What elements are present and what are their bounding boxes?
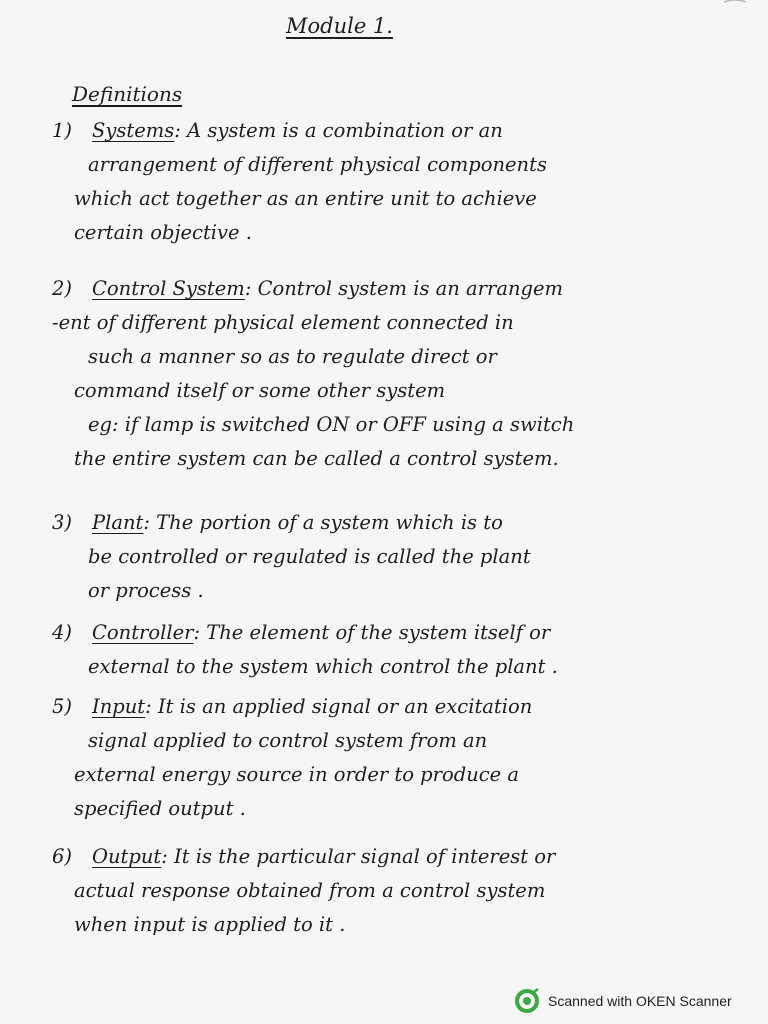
definition-line: external to the system which control the plant . xyxy=(88,655,558,678)
definition-line: specified output . xyxy=(74,797,246,820)
definition-text: : The portion of a system which is to xyxy=(143,511,503,534)
definition-text: : It is an applied signal or an excitation xyxy=(145,695,533,718)
definition-line: certain objective . xyxy=(74,221,252,244)
definition-line xyxy=(52,272,742,306)
definition-term: Output xyxy=(92,845,162,868)
definition-number: 3) xyxy=(52,511,73,534)
definition-number: 1) xyxy=(52,119,73,142)
definition-number: 2) xyxy=(52,277,73,300)
definition-line: or process . xyxy=(88,579,204,602)
page-title: Module 1. xyxy=(286,14,393,38)
definition-line xyxy=(52,840,742,874)
definition-line: such a manner so as to regulate direct or xyxy=(88,345,497,368)
scanner-watermark-text: Scanned with OKEN Scanner xyxy=(548,993,732,1009)
definition-line: be controlled or regulated is called the plant xyxy=(88,545,531,568)
definition-line: arrangement of different physical components xyxy=(88,153,547,176)
definition-line: which act together as an entire unit to achieve xyxy=(74,187,537,210)
definition-input xyxy=(52,690,742,826)
definition-text: : The element of the system itself or xyxy=(193,621,551,644)
definition-line xyxy=(52,616,742,650)
definition-line: when input is applied to it . xyxy=(74,913,346,936)
definition-line: -ent of different physical element connected in xyxy=(52,311,514,334)
definition-number: 5) xyxy=(52,695,73,718)
definition-term: Input xyxy=(92,695,146,718)
definition-output xyxy=(52,840,742,942)
definition-term: Plant xyxy=(92,511,144,534)
definition-term: Control System xyxy=(92,277,245,300)
section-heading: Definitions xyxy=(72,82,183,106)
definition-line xyxy=(52,506,742,540)
definition-text: : It is the particular signal of interest or xyxy=(161,845,556,868)
definition-line: command itself or some other system xyxy=(74,379,446,402)
page-corner-mark xyxy=(722,0,748,6)
scanner-watermark xyxy=(514,988,732,1014)
definition-term: Controller xyxy=(92,621,194,644)
definition-term: Systems xyxy=(92,119,175,142)
oken-scanner-logo-icon xyxy=(514,988,540,1014)
definition-controller xyxy=(52,616,742,684)
definition-plant xyxy=(52,506,742,608)
definition-number: 4) xyxy=(52,621,73,644)
definition-line: actual response obtained from a control system xyxy=(74,879,546,902)
definition-line xyxy=(52,114,742,148)
definition-systems xyxy=(52,114,742,250)
definition-text: : Control system is an arrangem xyxy=(244,277,564,300)
definition-line: the entire system can be called a control system. xyxy=(74,447,559,470)
definition-number: 6) xyxy=(52,845,73,868)
definition-line: eg: if lamp is switched ON or OFF using a switch xyxy=(88,413,575,436)
definition-line: signal applied to control system from an xyxy=(88,729,488,752)
definition-text: : A system is a combination or an xyxy=(174,119,503,142)
definition-line: external energy source in order to produce a xyxy=(74,763,520,786)
definition-line xyxy=(52,690,742,724)
definition-control-system xyxy=(52,272,742,476)
